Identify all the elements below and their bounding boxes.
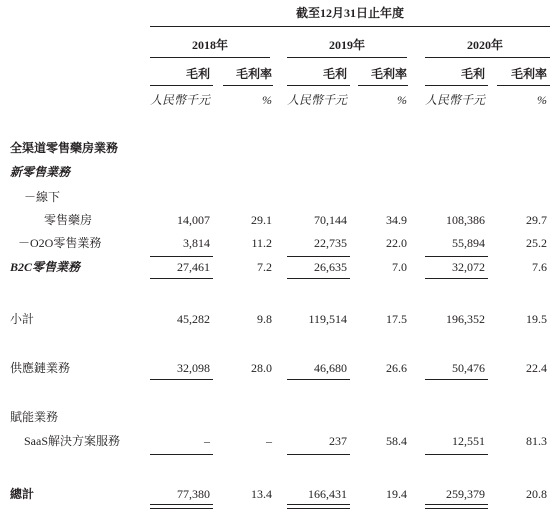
row-rule	[425, 454, 488, 455]
unit-amount-2020: 人民幣千元	[424, 93, 485, 107]
year-rule-2019	[287, 57, 407, 58]
col-margin-2020: 毛利率	[510, 67, 547, 81]
row-rule	[425, 379, 488, 380]
value-cell: 7.6	[532, 260, 547, 274]
col-rule	[497, 85, 550, 86]
value-cell: –	[266, 434, 272, 448]
value-cell: 17.5	[386, 312, 407, 326]
value-cell: 28.0	[251, 361, 272, 375]
row-rule	[425, 278, 488, 279]
value-cell: 34.9	[386, 213, 407, 227]
value-cell: 19.4	[386, 487, 407, 501]
value-cell: 196,352	[446, 312, 485, 326]
value-cell: 50,476	[452, 361, 485, 375]
row-rule	[287, 278, 350, 279]
value-cell: –	[204, 434, 210, 448]
value-cell: 14,007	[177, 213, 210, 227]
col-gross-profit-2018: 毛利	[185, 67, 210, 81]
value-cell: 11.2	[251, 236, 272, 250]
value-cell: 46,680	[314, 361, 347, 375]
col-rule	[150, 85, 213, 86]
label-o2o: －O2O零售業務	[18, 236, 102, 250]
value-cell: 45,282	[177, 312, 210, 326]
value-cell: 26.6	[386, 361, 407, 375]
period-title: 截至12月31日止年度	[295, 6, 404, 20]
year-rule-2018	[150, 57, 270, 58]
label-offline: －線下	[24, 190, 61, 204]
section-omnichannel: 全渠道零售藥房業務	[10, 141, 119, 155]
unit-percent-2018: %	[262, 93, 272, 107]
value-cell: 7.2	[257, 260, 272, 274]
year-2020: 2020年	[466, 38, 503, 52]
label-empowerment: 賦能業務	[10, 410, 59, 424]
row-rule	[287, 256, 350, 257]
value-cell: 119,514	[308, 312, 347, 326]
value-cell: 108,386	[446, 213, 485, 227]
value-cell: 259,379	[446, 487, 485, 501]
col-gross-profit-2019: 毛利	[322, 67, 347, 81]
header-rule	[150, 26, 550, 27]
col-rule	[223, 85, 273, 86]
row-rule	[150, 256, 213, 257]
value-cell: 58.4	[386, 434, 407, 448]
value-cell: 22,735	[314, 236, 347, 250]
value-cell: 19.5	[526, 312, 547, 326]
value-cell: 70,144	[314, 213, 347, 227]
value-cell: 3,814	[183, 236, 210, 250]
unit-percent-2020: %	[537, 93, 547, 107]
row-rule	[150, 379, 213, 380]
value-cell: 81.3	[526, 434, 547, 448]
col-gross-profit-2020: 毛利	[460, 67, 485, 81]
total-double-rule	[425, 504, 488, 509]
col-margin-2018: 毛利率	[235, 67, 272, 81]
row-rule	[150, 278, 213, 279]
value-cell: 22.4	[526, 361, 547, 375]
row-rule	[287, 379, 350, 380]
unit-amount-2019: 人民幣千元	[286, 93, 347, 107]
value-cell: 25.2	[526, 236, 547, 250]
value-cell: 77,380	[177, 487, 210, 501]
col-margin-2019: 毛利率	[370, 67, 407, 81]
total-double-rule	[150, 504, 213, 509]
col-rule	[358, 85, 408, 86]
value-cell: 32,072	[452, 260, 485, 274]
value-cell: 166,431	[308, 487, 347, 501]
year-2019: 2019年	[328, 38, 365, 52]
value-cell: 29.1	[251, 213, 272, 227]
label-supply-chain: 供應鏈業務	[10, 361, 71, 375]
value-cell: 9.8	[257, 312, 272, 326]
year-2018: 2018年	[191, 38, 228, 52]
value-cell: 27,461	[177, 260, 210, 274]
value-cell: 26,635	[314, 260, 347, 274]
unit-amount-2018: 人民幣千元	[149, 93, 210, 107]
unit-percent-2019: %	[397, 93, 407, 107]
value-cell: 55,894	[452, 236, 485, 250]
row-rule	[150, 454, 213, 455]
value-cell: 12,551	[452, 434, 485, 448]
label-retail-pharmacy: 零售藥房	[44, 213, 93, 227]
col-rule	[287, 85, 350, 86]
label-subtotal: 小計	[10, 312, 35, 326]
col-rule	[425, 85, 488, 86]
value-cell: 13.4	[251, 487, 272, 501]
year-rule-2020	[425, 57, 550, 58]
row-rule	[425, 256, 488, 257]
value-cell: 7.0	[392, 260, 407, 274]
label-total: 總計	[10, 487, 35, 501]
value-cell: 32,098	[177, 361, 210, 375]
row-rule	[287, 454, 350, 455]
value-cell: 237	[329, 434, 347, 448]
value-cell: 22.0	[386, 236, 407, 250]
label-saas: SaaS解決方案服務	[24, 434, 121, 448]
section-new-retail: 新零售業務	[10, 165, 71, 179]
value-cell: 20.8	[526, 487, 547, 501]
label-b2c: B2C零售業務	[10, 260, 81, 274]
total-double-rule	[287, 504, 350, 509]
value-cell: 29.7	[526, 213, 547, 227]
